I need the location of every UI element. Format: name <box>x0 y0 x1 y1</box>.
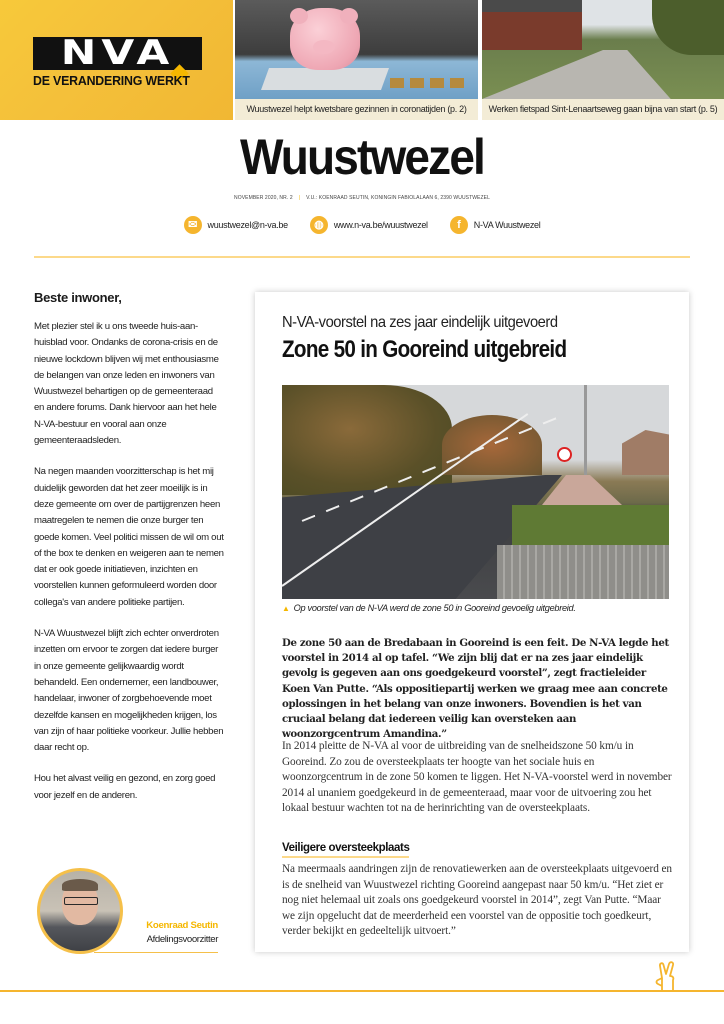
divider <box>34 256 690 258</box>
publisher: V.U.: KOENRAAD SEUTIN, KONINGIN FABIOLALAAN 6, 2390 WUUSTWEZEL <box>306 195 490 201</box>
editorial-greeting: Beste inwoner, <box>34 290 122 305</box>
teaser-cycle-path[interactable] <box>482 0 724 120</box>
mail-icon: ✉ <box>184 216 202 234</box>
contact-email-label: wuustwezel@n-va.be <box>207 220 288 230</box>
trees-shape <box>652 0 724 55</box>
globe-icon: ◍ <box>310 216 328 234</box>
coins-shape <box>390 78 470 88</box>
street-light-shape <box>584 385 587 485</box>
contact-facebook[interactable] <box>450 216 541 234</box>
article-photo[interactable] <box>282 385 669 599</box>
speed-sign-shape <box>557 447 572 462</box>
article-kicker: N-VA-voorstel na zes jaar eindelijk uitgevoerd <box>282 314 558 331</box>
contact-bar <box>0 216 724 234</box>
article-body: In 2014 pleitte de N-VA al voor de uitbreiding van de snelheidszone 50 km/u in Gooreind. Zo zou de oversteekplaats ter hoogte van het sociale huis en woonzorgcentrum in de zone 50 komen te liggen. Het N-VA-voorstel werd in november 2014 al unaniem goedgekeurd in de gemeenteraad, maar voor de uitvoering zou het lokaal bestuur wachten tot na de herinrichting van de oversteekplaats. <box>282 740 672 815</box>
editorial-paragraph: Hou het alvast veilig en gezond, en zorg goed voor jezelf en de anderen. <box>34 773 216 801</box>
logo-tagline: DE VERANDERING WERKT <box>33 73 190 88</box>
signature-name: Koenraad Seutin <box>146 920 218 931</box>
article-headline: Zone 50 in Gooreind uitgebreid <box>282 336 567 363</box>
article-subheading: Veiligere oversteekplaats <box>282 842 409 858</box>
header-band <box>0 0 724 120</box>
teaser-caption: Werken fietspad Sint-Lenaartseweg gaan bijna van start (p. 5) <box>482 99 724 120</box>
piggy-snout-shape <box>313 40 335 54</box>
teaser-piggy-bank[interactable] <box>235 0 478 120</box>
editorial-paragraph: N-VA Wuustwezel blijft zich echter onverdroten inzetten om ervoor te zorgen dat iedere burger in onze gemeente gelijkwaardig wordt behandeld. Een ondernemer, een landbouwer, handelaar, inwoner of zorgbehoevende moet dezelfde kansen en mogelijkheden krijgen, los van zijn of haar politieke voorkeur. Jullie hebben daar recht op. <box>34 628 224 754</box>
avatar-glasses-shape <box>64 897 98 905</box>
teaser-image-road <box>482 0 724 99</box>
victory-hand-icon <box>654 960 680 992</box>
avatar-hair-shape <box>62 879 98 891</box>
edition: NOVEMBER 2020, NR. 2 <box>234 195 293 201</box>
page-title: Wuustwezel <box>239 129 485 185</box>
editorial-paragraph: Met plezier stel ik u ons tweede huis-aan-huisblad voor. Ondanks de corona-crisis en de nieuwe lockdown blijven wij met enthousiasme de belangen van onze leden en inwoners van Wuustwezel behartigen op de gemeenteraad en andere forums. Dank hiervoor aan het hele N-VA-bestuur en vooral aan onze gemeenteraadsleden. <box>34 321 219 447</box>
logo-panel <box>0 0 233 120</box>
photo-caption <box>282 603 576 613</box>
house-shape <box>622 430 669 475</box>
separator: | <box>298 195 301 201</box>
editorial-column <box>34 290 224 819</box>
contact-website-label: www.n-va.be/wuustwezel <box>333 220 428 230</box>
piggy-ear-shape <box>340 8 358 24</box>
barn-roof-shape <box>482 0 582 12</box>
nva-logo[interactable] <box>33 33 202 73</box>
facebook-icon: f <box>450 216 468 234</box>
editorial-paragraph: Na negen maanden voorzitterschap is het mij duidelijk geworden dat het zeer moeilijk is in deze gemeente om over de partijgrenzen heen maatregelen te nemen die onze burger ten goede komen. Veel politici missen de wil om out of the box te denken en weigeren aan te nemen dat er ook goede initiatieven, inzichten en voorstellen kunnen geformuleerd worden door collega's van andere politieke partijen. <box>34 466 224 608</box>
piggy-ear-shape <box>290 8 308 24</box>
trees-shape <box>282 385 452 495</box>
footer-rule <box>0 990 724 992</box>
contact-email[interactable] <box>184 216 288 234</box>
calculator-shape <box>261 68 389 90</box>
teaser-image-piggy-bank <box>235 0 478 99</box>
article-body: Na meermaals aandringen zijn de renovatiewerken aan de oversteekplaats uitgevoerd en is de snelheid van Wuustwezel richting Gooreind aangepast naar 50 km/u. “Het ziet er nog niet helemaal uit zoals ons goedgekeurd voorstel in 2014”, zegt Van Putte. “Maar we zijn opgelucht dat de meerderheid een voorstel van de oppositie toch goedkeurt, verder bekijkt en gedeeltelijk uitvoert.” <box>282 863 672 938</box>
contact-facebook-label: N-VA Wuustwezel <box>473 220 541 230</box>
signature-underline <box>94 952 218 953</box>
article-card <box>255 292 689 952</box>
logo-wordmark: NVA <box>60 33 175 73</box>
road-shape <box>482 50 724 99</box>
article-lead: De zone 50 aan de Bredabaan in Gooreind is een feit. De N-VA legde het voorstel in 2014 al op tafel. “We zijn blij dat er na zes jaar eindelijk gevolg is gegeven aan ons goedgekeurd voorstel”, zegt fractieleider Koen Van Putte. “Als oppositiepartij werken we graag mee aan concrete oplossingen in het belang van onze inwoners. Bovendien is het van cruciaal belang dat iedereen veilig kan oversteken aan woonzorgcentrum Amandina.” <box>282 637 669 741</box>
photo-caption-text: Op voorstel van de N-VA werd de zone 50 in Gooreind gevoelig uitgebreid. <box>293 603 576 613</box>
contact-website[interactable] <box>310 216 428 234</box>
grass-shape <box>512 505 669 550</box>
triangle-up-icon: ▲ <box>282 604 290 613</box>
teaser-caption: Wuustwezel helpt kwetsbare gezinnen in coronatijden (p. 2) <box>235 99 478 120</box>
edition-line <box>0 195 724 201</box>
avatar <box>37 868 123 954</box>
cobblestone-shape <box>497 545 669 599</box>
signature-role: Afdelingsvoorzitter <box>146 934 218 945</box>
signature-block <box>34 868 224 956</box>
